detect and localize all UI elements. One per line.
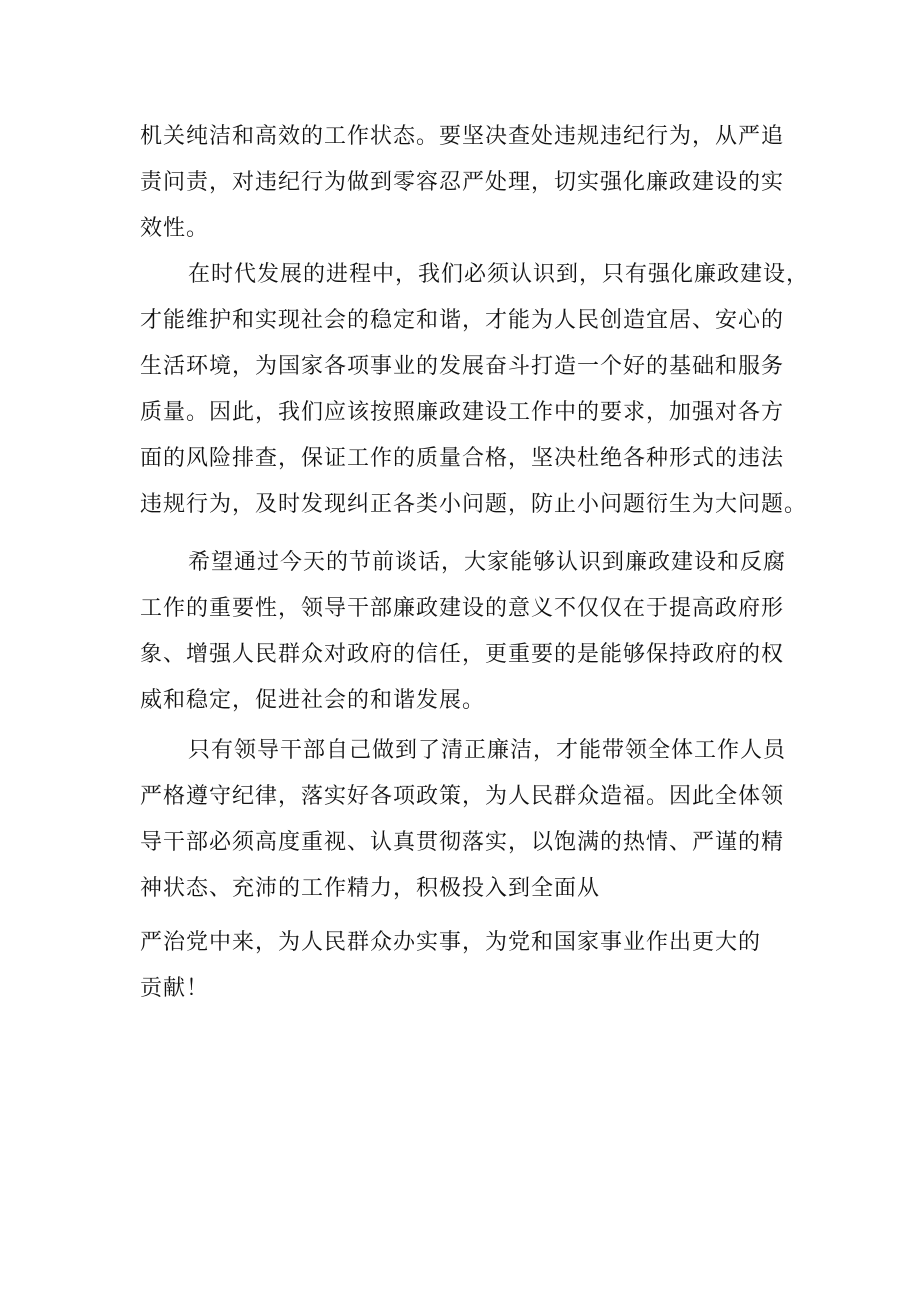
text-line: 才能维护和实现社会的稳定和谐，才能为人民创造宜居、安心的: [140, 308, 785, 333]
text-line: 质量。因此，我们应该按照廉政建设工作中的要求，加强对各方: [140, 400, 785, 425]
text-line: 生活环境，为国家各项事业的发展奋斗打造一个好的基础和服务: [140, 354, 785, 379]
text-line: 神状态、充沛的工作精力，积极投入到全面从: [140, 876, 601, 901]
text-line: 责问责，对违纪行为做到零容忍严处理，切实强化廉政建设的实: [140, 170, 785, 195]
text-line: 效性。: [140, 216, 210, 241]
text-line: 威和稳定，促进社会的和谐发展。: [140, 688, 486, 713]
text-line: 面的风险排查，保证工作的质量合格，坚决杜绝各种形式的违法: [140, 446, 785, 471]
text-line: 工作的重要性，领导干部廉政建设的意义不仅仅在于提高政府形: [140, 596, 785, 621]
text-line: 导干部必须高度重视、认真贯彻落实，以饱满的热情、严谨的精: [140, 830, 785, 855]
text-line: 贡献！: [140, 976, 210, 1001]
text-line: 严治党中来，为人民群众办实事，为党和国家事业作出更大的: [140, 930, 762, 955]
text-line: 违规行为，及时发现纠正各类小问题，防止小问题衍生为大问题。: [140, 492, 808, 517]
text-line: 象、增强人民群众对政府的信任，更重要的是能够保持政府的权: [140, 642, 785, 667]
text-line: 只有领导干部自己做到了清正廉洁，才能带领全体工作人员: [188, 738, 787, 763]
text-line: 在时代发展的进程中，我们必须认识到，只有强化廉政建设，: [188, 262, 810, 287]
text-line: 希望通过今天的节前谈话，大家能够认识到廉政建设和反腐: [188, 550, 787, 575]
text-line: 严格遵守纪律，落实好各项政策，为人民群众造福。因此全体领: [140, 784, 785, 809]
text-line: 机关纯洁和高效的工作状态。要坚决查处违规违纪行为，从严追: [140, 124, 785, 149]
